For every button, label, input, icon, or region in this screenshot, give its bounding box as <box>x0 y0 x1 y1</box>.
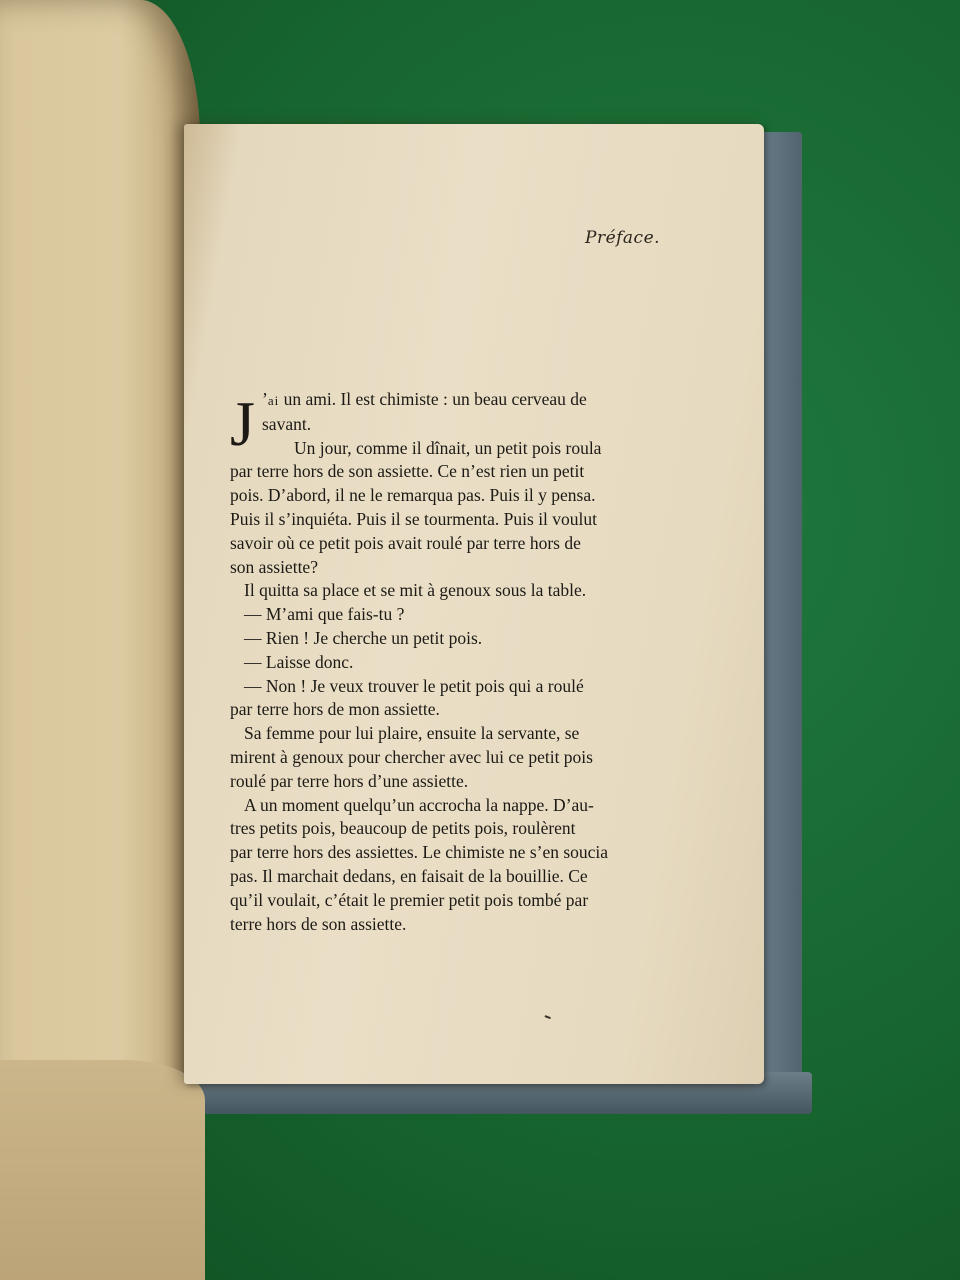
text-line: — Laisse donc. <box>244 651 354 672</box>
left-page-lower <box>0 1060 205 1280</box>
text-line: roulé par terre hors d’une assiette. <box>230 770 469 791</box>
drop-cap: J <box>230 388 255 459</box>
text-line: pois. D’abord, il ne le remarqua pas. Puis il y pensa. <box>230 485 596 506</box>
page-heading: Préface. <box>585 228 661 248</box>
text-line: qu’il voulait, c’était le premier petit pois tombé par <box>230 889 589 910</box>
text-line: savant. <box>262 413 312 434</box>
text-line: terre hors de son assiette. <box>230 913 407 934</box>
text-line: — M’ami que fais-tu ? <box>244 604 405 625</box>
text-line: ’ai un ami. Il est chimiste : un beau cerveau de <box>262 389 587 409</box>
text-line: par terre hors de son assiette. Ce n’est rien un petit <box>230 461 585 482</box>
text-line: tres petits pois, beaucoup de petits pois, roulèrent <box>230 818 576 839</box>
text-line: — Non ! Je veux trouver le petit pois qui a roulé <box>244 675 584 696</box>
text-line: Puis il s’inquiéta. Puis il se tourmenta. Puis il voulut <box>230 508 598 529</box>
text-line: Il quitta sa place et se mit à genoux sous la table. <box>244 580 587 601</box>
body-text <box>230 388 662 936</box>
text-line: mirent à genoux pour chercher avec lui ce petit pois <box>230 746 593 767</box>
text-line: par terre hors de mon assiette. <box>230 699 440 720</box>
text-line: — Rien ! Je cherche un petit pois. <box>244 627 483 648</box>
text-line: Un jour, comme il dînait, un petit pois roula <box>294 437 602 458</box>
text-line: Sa femme pour lui plaire, ensuite la servante, se <box>244 723 580 744</box>
text-line: son assiette? <box>230 556 318 577</box>
text-line: par terre hors des assiettes. Le chimiste ne s’en soucia <box>230 842 609 863</box>
text-line: savoir où ce petit pois avait roulé par terre hors de <box>230 532 581 553</box>
text-line: pas. Il marchait dedans, en faisait de la bouillie. Ce <box>230 865 588 886</box>
text-line: A un moment quelqu’un accrocha la nappe. D’au- <box>244 794 594 815</box>
